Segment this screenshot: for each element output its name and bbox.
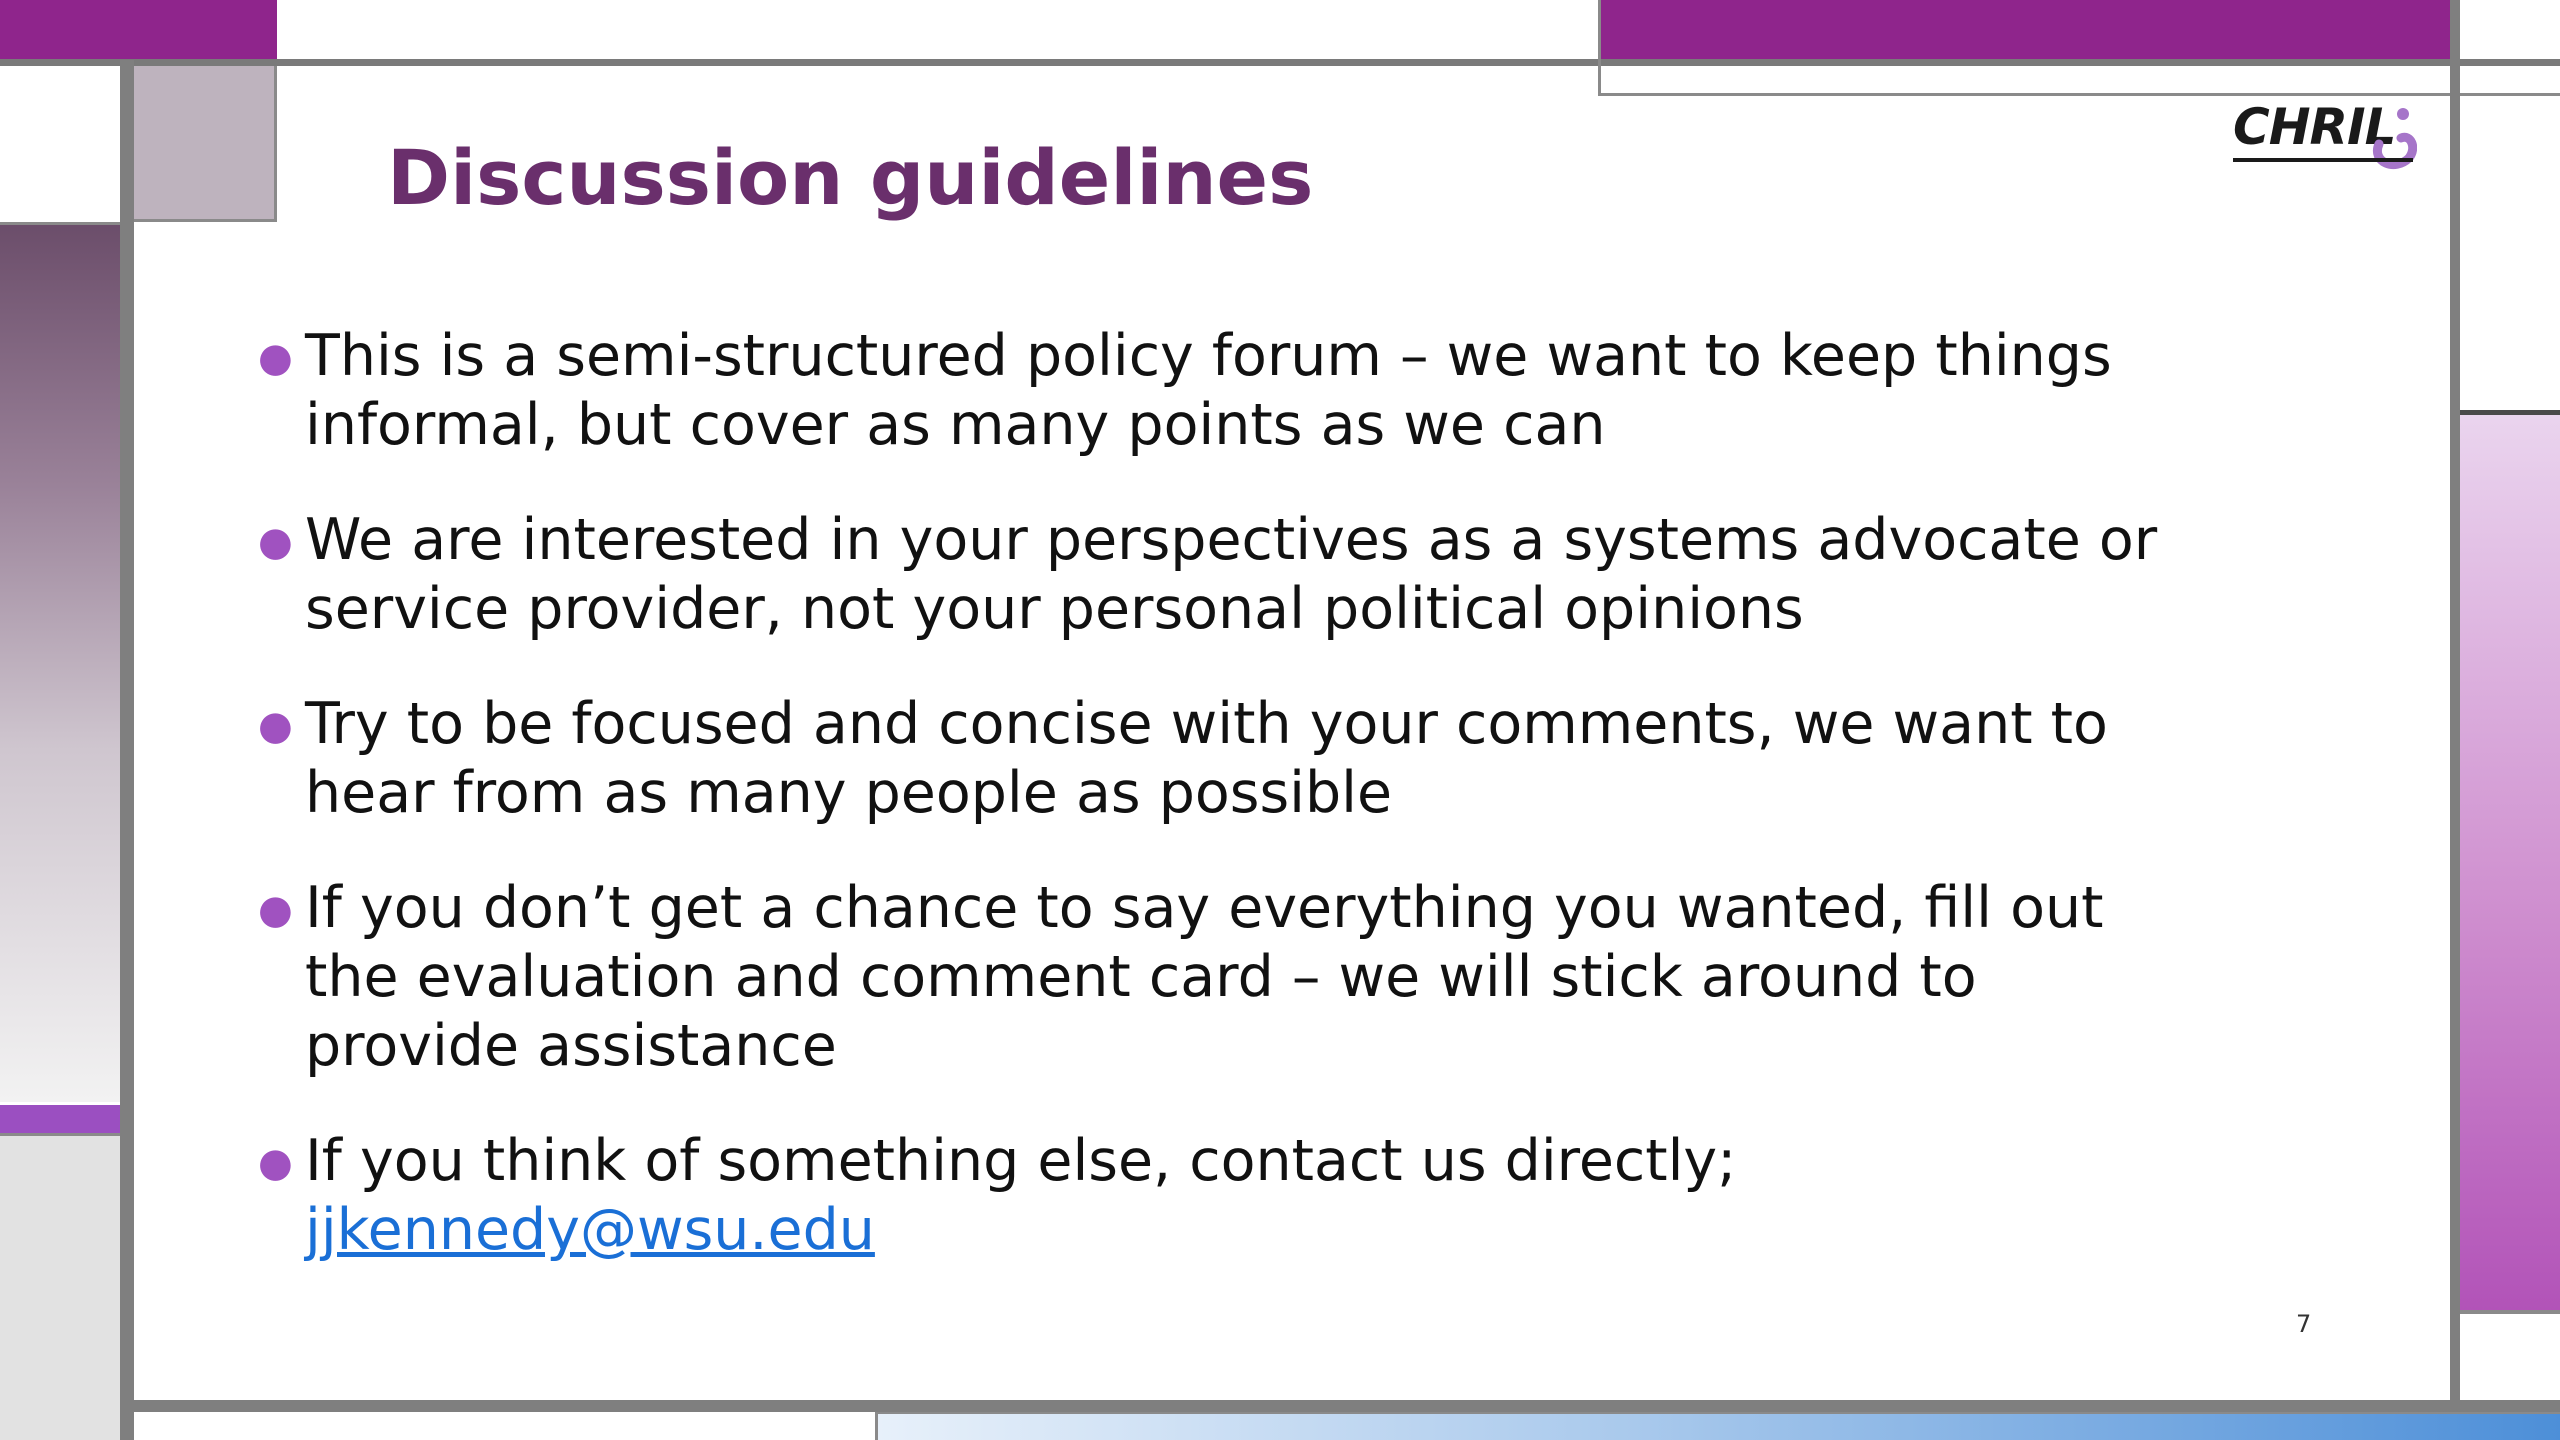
bullet-line: service provider, not your personal political opinions	[305, 576, 1804, 642]
swoosh-logo-mark-icon	[2365, 104, 2417, 174]
bullet-line: If you don’t get a chance to say everything you wanted, fill out	[305, 875, 2104, 941]
bullet-list	[258, 322, 2408, 1311]
email-line	[305, 1196, 2408, 1265]
right-frame-border	[2450, 0, 2460, 1440]
bullet-line: the evaluation and comment card – we will stick around to	[305, 944, 1977, 1010]
round-bullet-icon: ●	[258, 1140, 293, 1186]
bullet-line: If you think of something else, contact us directly;	[305, 1128, 1737, 1194]
email-link[interactable]: jjkennedy@wsu.edu	[305, 1197, 875, 1263]
left-top-white-panel	[0, 66, 120, 225]
logo-text: CHRIL	[2233, 98, 2396, 156]
left-frame-border	[120, 60, 134, 1440]
top-thin-line	[1600, 93, 2560, 96]
chril-logo	[2225, 98, 2420, 178]
top-left-purple-bar	[0, 0, 277, 60]
bullet-item	[258, 506, 2408, 644]
bullet-item	[258, 874, 2408, 1081]
bottom-blue-gradient-bar	[875, 1412, 2560, 1440]
lavender-accent-square	[134, 66, 277, 222]
bullet-line: This is a semi-structured policy forum – we want to keep things	[305, 323, 2112, 389]
logo-underline	[2233, 158, 2413, 162]
round-bullet-icon: ●	[258, 519, 293, 565]
bottom-frame-border	[120, 1400, 2560, 1412]
bullet-item	[258, 322, 2408, 460]
top-frame-line	[0, 59, 2560, 66]
right-lower-line	[2460, 1310, 2560, 1314]
slide-title: Discussion guidelines	[387, 133, 1314, 222]
bullet-item	[258, 690, 2408, 828]
left-purple-stripe	[0, 1105, 125, 1133]
bullet-line: Try to be focused and concise with your comments, we want to	[305, 691, 2108, 757]
bullet-line: informal, but cover as many points as we can	[305, 392, 1606, 458]
round-bullet-icon: ●	[258, 887, 293, 933]
bullet-item	[258, 1127, 2408, 1265]
page-number: 7	[2296, 1310, 2312, 1338]
left-bottom-gray-panel	[0, 1133, 120, 1440]
bullet-line: provide assistance	[305, 1013, 837, 1079]
round-bullet-icon: ●	[258, 703, 293, 749]
round-bullet-icon: ●	[258, 335, 293, 381]
left-gradient-panel	[0, 222, 120, 1102]
top-right-purple-bar	[1600, 0, 2450, 60]
right-gradient-panel	[2460, 415, 2560, 1310]
top-thin-vertical-line	[1598, 0, 1601, 96]
bullet-line: hear from as many people as possible	[305, 760, 1393, 826]
bullet-line: We are interested in your perspectives as a systems advocate or	[305, 507, 2158, 573]
